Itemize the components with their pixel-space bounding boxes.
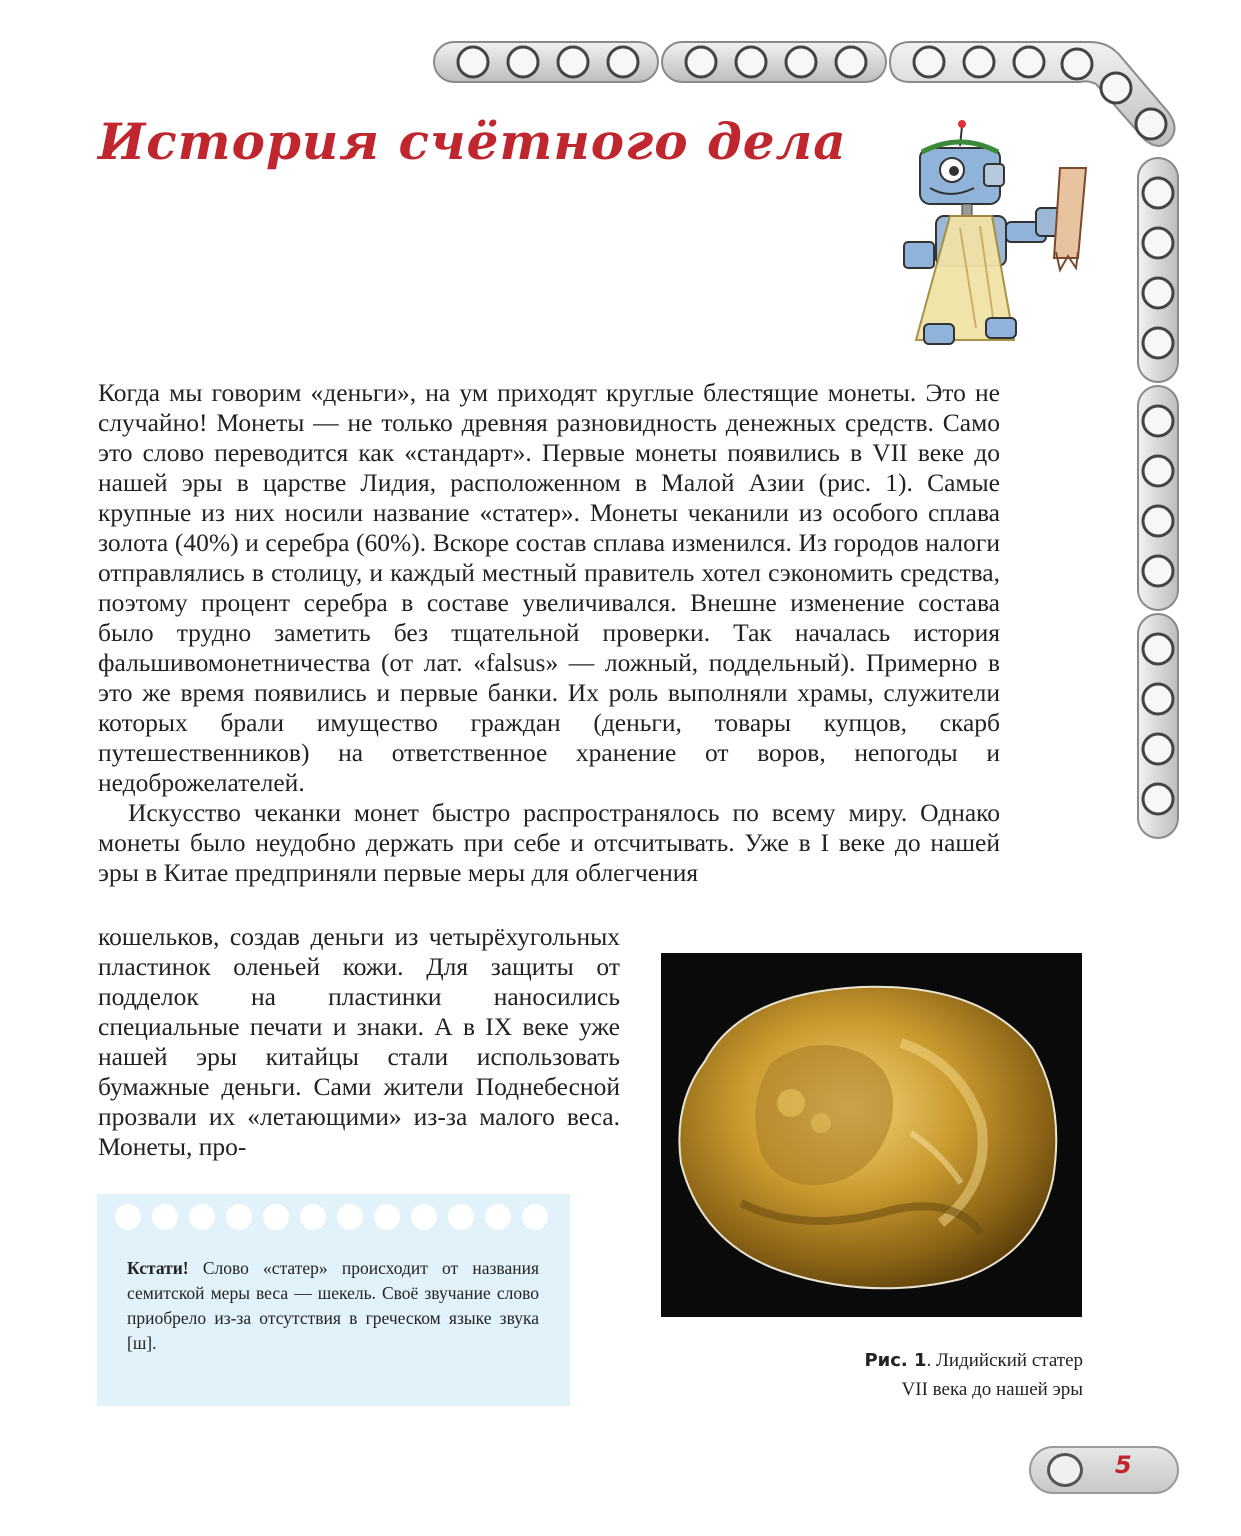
punch-hole-icon bbox=[522, 1204, 548, 1230]
note-text bbox=[127, 1256, 539, 1356]
note-punch-holes bbox=[115, 1204, 548, 1230]
punch-hole-icon bbox=[485, 1204, 511, 1230]
figure-caption bbox=[740, 1346, 1083, 1404]
page-number: 5 bbox=[1115, 1451, 1132, 1479]
figure-caption-line-2: VII века до нашей эры bbox=[901, 1379, 1083, 1400]
paragraph-2: Искусство чеканки монет быстро распространялось по всему миру. Однако монеты было неудобно держать при себе и отсчитывать. Уже в I веке до нашей эры в Китае предприняли первые меры для облегчения bbox=[98, 798, 1000, 887]
note-box bbox=[97, 1194, 570, 1406]
chain-segment-top-1 bbox=[434, 42, 658, 82]
lydian-stater-image bbox=[661, 953, 1082, 1317]
note-label: Кстати! bbox=[127, 1258, 189, 1278]
note-body: Слово «статер» происходит от названия семитской меры веса — шекель. Своё звучание слово приобрело из-за отсутствия в греческом языке звука [ш]. bbox=[127, 1258, 540, 1353]
punch-hole-icon bbox=[115, 1204, 141, 1230]
ring-icon bbox=[1047, 1453, 1083, 1487]
column-text bbox=[98, 922, 620, 1162]
robot-illustration bbox=[890, 118, 1090, 358]
punch-hole-icon bbox=[300, 1204, 326, 1230]
paragraph-1: Когда мы говорим «деньги», на ум приходят круглые блестящие монеты. Это не случайно! Монеты — не только древняя разновидность денежных средств. Само это слово переводится как «стандарт». Первые монеты появились в VII веке до нашей эры в царстве Лидия, расположенном в Малой Азии (рис. 1). Самые крупные из них носили название «статер». Монеты чеканили из особого сплава золота (40%) и серебра (60%). Вскоре состав сплава изменился. Из городов налоги отправлялись в столицу, и каждый местный правитель хотел сэкономить средства, поэтому процент серебра в составе увеличивался. Внешне изменение состава было трудно заметить без тщательной проверки. Так началась история фальшивомонетничества (от лат. «falsus» — ложный, поддельный). Примерно в это же время появились и первые банки. Их роль выполняли храмы, служители которых брали имущество граждан (деньги, товары купцов, скарб путешественников) на ответственное хранение от воров, непогоды и недоброжелателей. bbox=[98, 378, 1000, 797]
punch-hole-icon bbox=[337, 1204, 363, 1230]
main-text bbox=[98, 378, 1000, 888]
punch-hole-icon bbox=[374, 1204, 400, 1230]
punch-hole-icon bbox=[189, 1204, 215, 1230]
punch-hole-icon bbox=[226, 1204, 252, 1230]
page-number-tab bbox=[1029, 1446, 1179, 1494]
figure-label: Рис. 1 bbox=[864, 1350, 927, 1371]
coin-photo bbox=[661, 953, 1082, 1317]
figure-caption-line-1: . Лидийский статер bbox=[926, 1350, 1083, 1371]
chain-segment-top-2 bbox=[662, 42, 886, 82]
chain-segment-right-3 bbox=[1138, 614, 1178, 838]
page-title: История счётного дела bbox=[98, 112, 847, 171]
chain-segment-right-2 bbox=[1138, 386, 1178, 610]
chain-segment-right-1 bbox=[1138, 158, 1178, 382]
punch-hole-icon bbox=[263, 1204, 289, 1230]
punch-hole-icon bbox=[152, 1204, 178, 1230]
column-paragraph: кошельков, создав деньги из четырёхугольных пластинок оленьей кожи. Для защиты от подделок на пластинки наносились специальные печати и знаки. А в IX веке уже нашей эры китайцы стали использовать бумажные деньги. Сами жители Поднебесной прозвали их «летающими» из-за малого веса. Монеты, про- bbox=[98, 922, 620, 1161]
punch-hole-icon bbox=[448, 1204, 474, 1230]
punch-hole-icon bbox=[411, 1204, 437, 1230]
